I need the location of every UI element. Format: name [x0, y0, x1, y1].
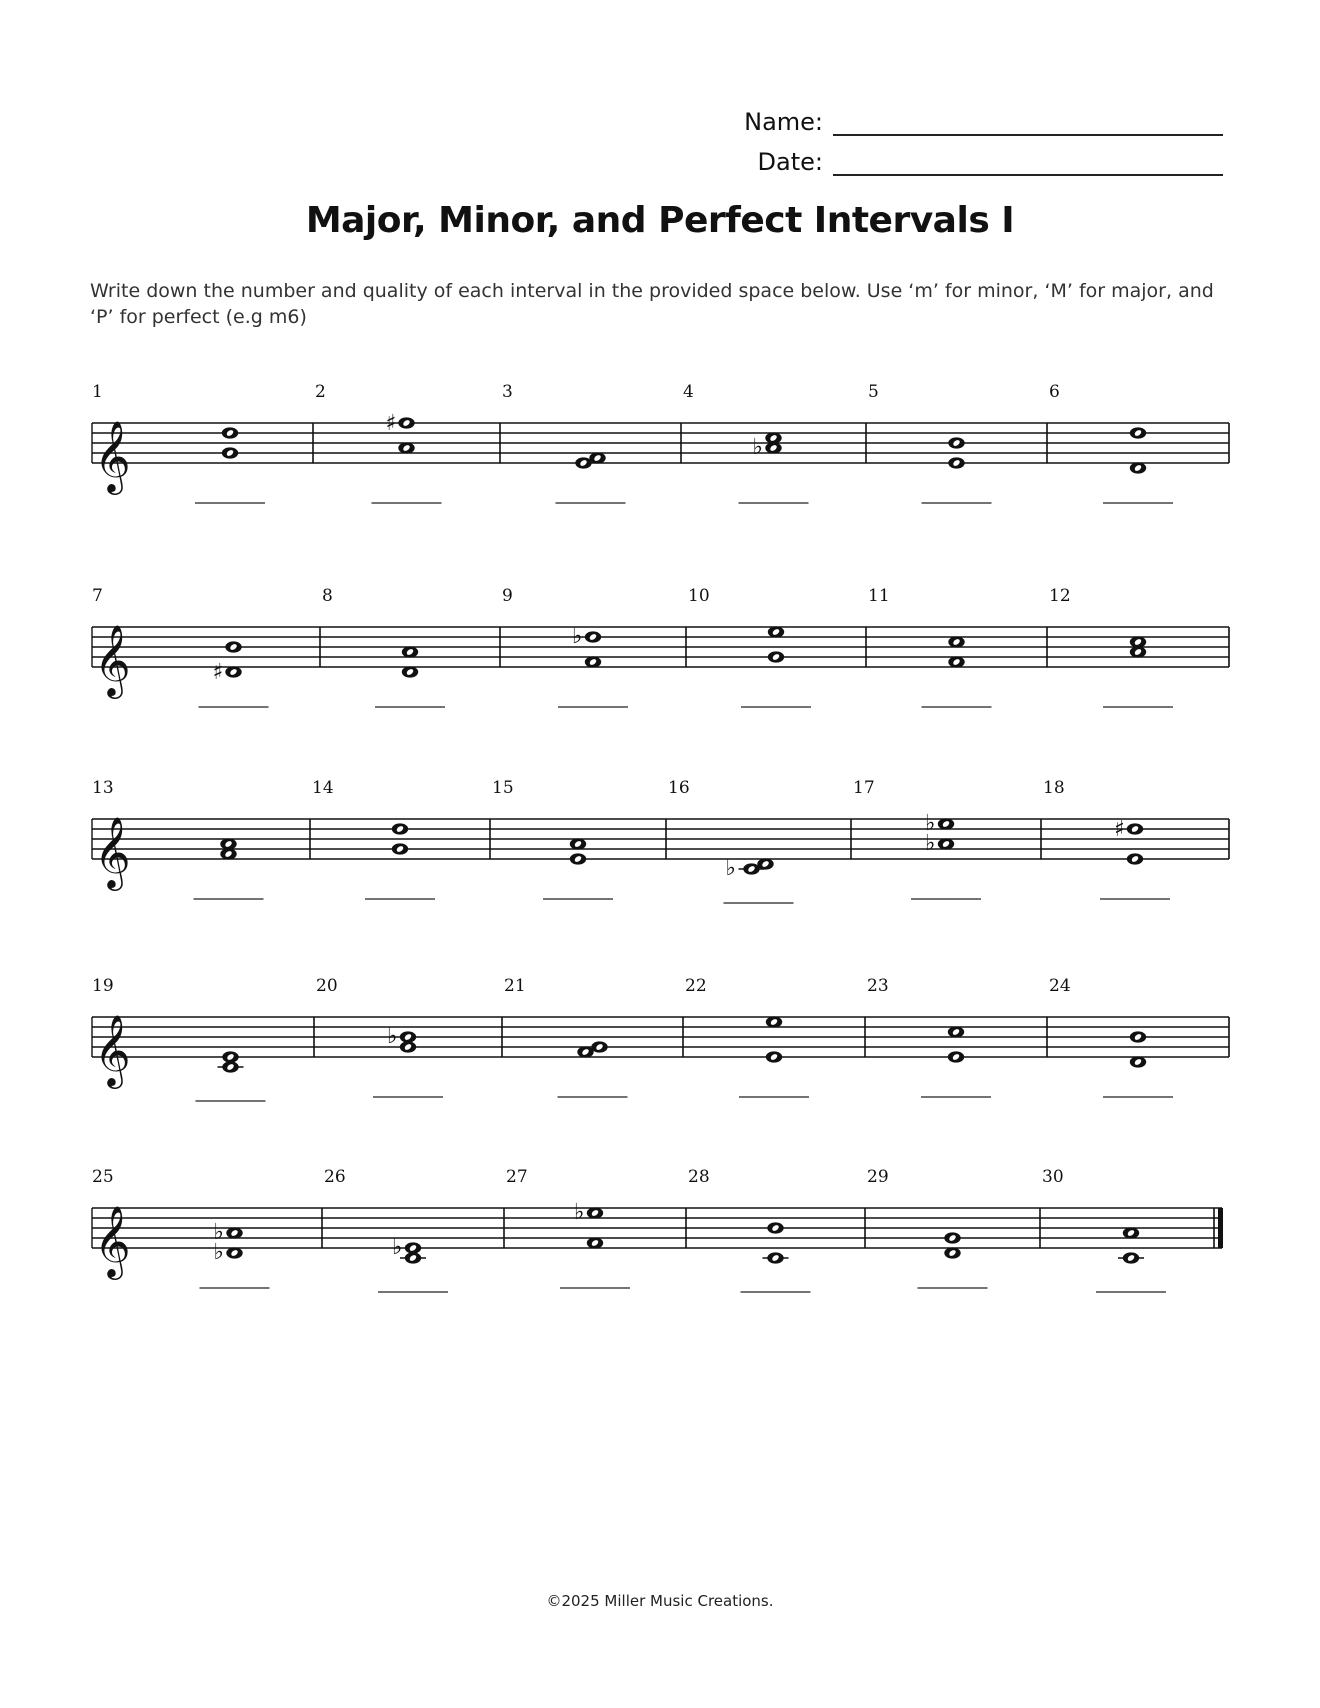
treble-clef-icon: 𝄞 — [94, 623, 131, 696]
measure-number: 27 — [506, 1167, 528, 1187]
measure-number: 17 — [853, 778, 875, 798]
measure-number: 16 — [668, 778, 690, 798]
measure-number: 3 — [502, 382, 513, 402]
measure-number: 25 — [92, 1167, 114, 1187]
sharp-icon: ♯ — [1114, 817, 1125, 842]
measure-number: 5 — [868, 382, 879, 402]
final-barline-thick — [1218, 1208, 1223, 1248]
measure-number: 24 — [1049, 976, 1071, 996]
measure-number: 23 — [867, 976, 889, 996]
flat-icon: ♭ — [925, 831, 936, 856]
measure-number: 1 — [92, 382, 103, 402]
flat-icon: ♭ — [572, 624, 583, 649]
measure-number: 18 — [1043, 778, 1065, 798]
measure-number: 20 — [316, 976, 338, 996]
measure-number: 7 — [92, 586, 103, 606]
flat-icon: ♭ — [213, 1240, 224, 1265]
measure-number: 13 — [92, 778, 114, 798]
measure-number: 12 — [1049, 586, 1071, 606]
flat-icon: ♭ — [574, 1200, 585, 1225]
staff-row-4 — [92, 976, 1229, 1101]
name-label: Name: — [744, 108, 823, 136]
flat-icon: ♭ — [213, 1220, 224, 1245]
measure-number: 29 — [867, 1167, 889, 1187]
measure-number: 10 — [688, 586, 710, 606]
staff-row-3 — [92, 778, 1229, 903]
flat-icon: ♭ — [392, 1235, 403, 1260]
sharp-icon: ♯ — [385, 411, 397, 436]
flat-icon: ♭ — [752, 435, 763, 460]
instructions-text: Write down the number and quality of each interval in the provided space below. Use ‘m’ for minor, ‘M’ for major, and ‘P’ for perfect (e.g m6) — [90, 280, 1214, 328]
treble-clef-icon: 𝄞 — [94, 1013, 131, 1086]
flat-icon: ♭ — [725, 856, 736, 881]
measure-number: 2 — [315, 382, 326, 402]
measure-number: 11 — [868, 586, 890, 606]
treble-clef-icon: 𝄞 — [94, 1204, 131, 1277]
measure-number: 22 — [685, 976, 707, 996]
date-label: Date: — [757, 148, 823, 176]
measure-number: 19 — [92, 976, 114, 996]
measure-number: 15 — [492, 778, 514, 798]
worksheet-title: Major, Minor, and Perfect Intervals I — [305, 200, 1015, 241]
measure-number: 8 — [322, 586, 333, 606]
measure-number: 26 — [324, 1167, 346, 1187]
measure-number: 4 — [683, 382, 694, 402]
measure-number: 9 — [502, 586, 513, 606]
staff-row-1 — [92, 382, 1229, 503]
flat-icon: ♭ — [387, 1024, 398, 1049]
measure-number: 30 — [1042, 1167, 1064, 1187]
measure-number: 6 — [1049, 382, 1060, 402]
treble-clef-icon: 𝄞 — [94, 419, 131, 492]
sharp-icon: ♯ — [212, 660, 224, 685]
staff-row-5 — [92, 1167, 1223, 1292]
treble-clef-icon: 𝄞 — [94, 815, 131, 888]
flat-icon: ♭ — [925, 811, 936, 836]
copyright-footer: ©2025 Miller Music Creations. — [546, 1592, 774, 1610]
measure-number: 14 — [312, 778, 334, 798]
measure-number: 21 — [504, 976, 526, 996]
staff-row-2 — [92, 586, 1229, 707]
measure-number: 28 — [688, 1167, 710, 1187]
